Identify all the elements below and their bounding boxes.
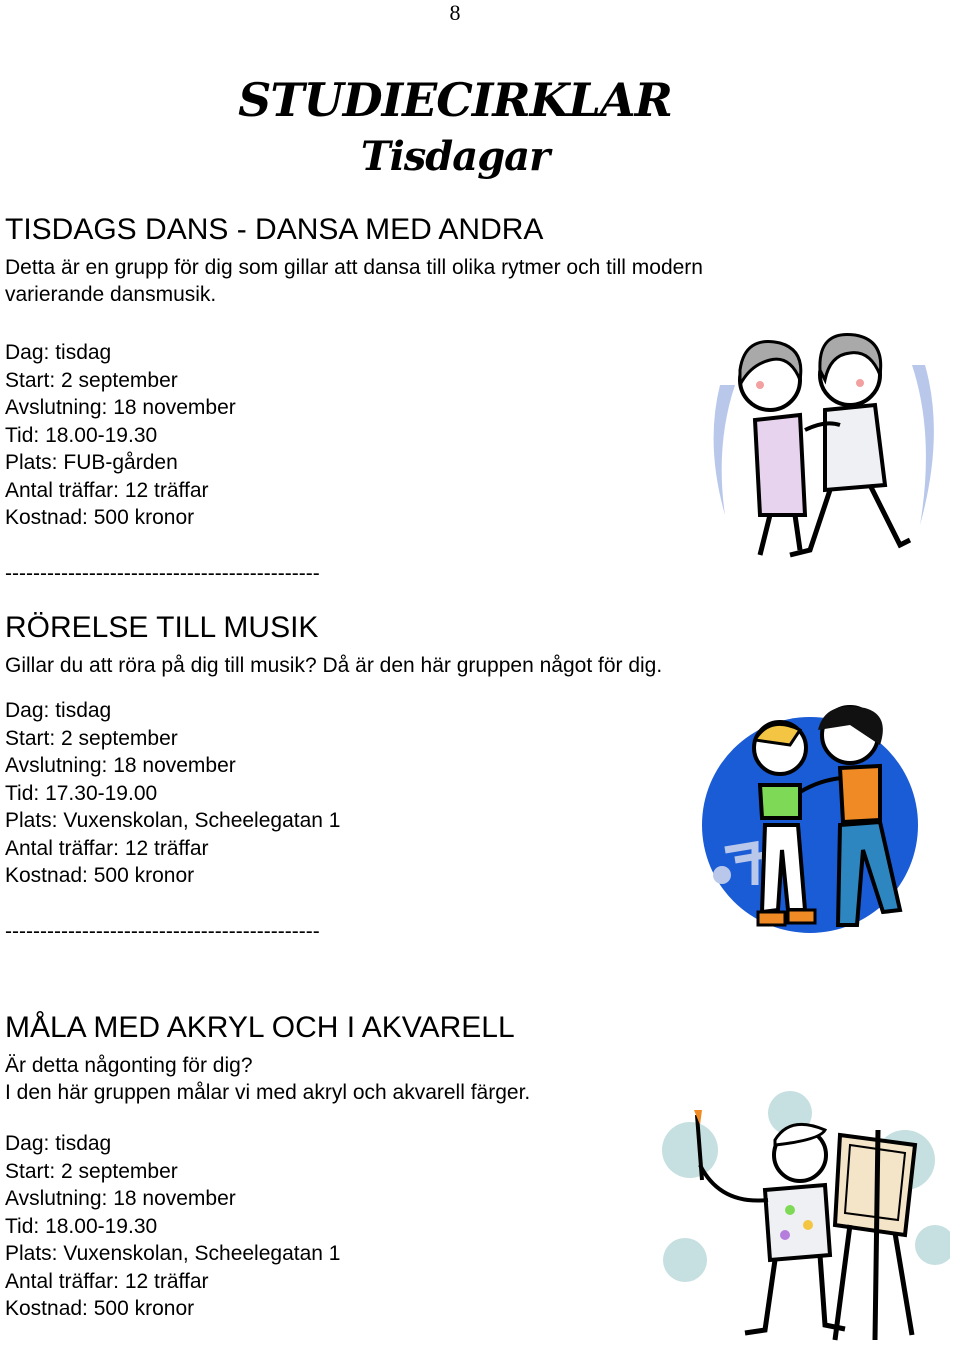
description-line: Gillar du att röra på dig till musik? Då är den här gruppen något för dig. xyxy=(5,654,663,677)
detail-start: Start: 2 september xyxy=(5,726,178,750)
course-details xyxy=(5,339,705,532)
detail-time: Tid: 18.00-19.30 xyxy=(5,423,158,447)
course-description xyxy=(5,254,705,308)
detail-start: Start: 2 september xyxy=(5,1159,178,1183)
detail-day: Dag: tisdag xyxy=(5,341,112,364)
detail-sessions: Antal träffar: 12 träffar xyxy=(5,1269,209,1293)
course-heading: RÖRELSE TILL MUSIK xyxy=(5,611,319,644)
detail-cost: Kostnad: 500 kronor xyxy=(5,864,195,887)
detail-place: Plats: Vuxenskolan, Scheelegatan 1 xyxy=(5,1242,341,1265)
page-subtitle: Tisdagar xyxy=(360,133,550,180)
painter-easel-icon xyxy=(650,1085,950,1345)
page-title: STUDIECIRKLAR xyxy=(238,73,672,127)
detail-day: Dag: tisdag xyxy=(5,1132,112,1155)
description-line: varierande dansmusik. xyxy=(5,283,217,306)
course-heading: TISDAGS DANS - DANSA MED ANDRA xyxy=(5,213,544,246)
detail-time: Tid: 18.00-19.30 xyxy=(5,1214,158,1238)
course-heading: MÅLA MED AKRYL OCH I AKVARELL xyxy=(5,1011,515,1044)
detail-place: Plats: FUB-gården xyxy=(5,451,178,474)
detail-sessions: Antal träffar: 12 träffar xyxy=(5,836,209,860)
detail-end: Avslutning: 18 november xyxy=(5,754,236,777)
course-details xyxy=(5,1130,705,1323)
course-dance xyxy=(5,212,705,587)
detail-time: Tid: 17.30-19.00 xyxy=(5,781,158,805)
course-painting xyxy=(5,1010,705,1323)
page-number: 8 xyxy=(449,0,461,25)
course-description xyxy=(5,1052,705,1106)
dancing-couple-icon xyxy=(700,325,945,565)
detail-cost: Kostnad: 500 kronor xyxy=(5,1297,195,1320)
separator: --------------------------------------------- xyxy=(5,919,320,943)
detail-sessions: Antal träffar: 12 träffar xyxy=(5,478,209,502)
detail-place: Plats: Vuxenskolan, Scheelegatan 1 xyxy=(5,809,341,832)
course-movement xyxy=(5,610,705,945)
course-description xyxy=(5,652,705,679)
detail-end: Avslutning: 18 november xyxy=(5,396,236,419)
detail-start: Start: 2 september xyxy=(5,368,178,392)
music-dance-icon xyxy=(700,700,925,940)
description-line: I den här gruppen målar vi med akryl och akvarell färger. xyxy=(5,1081,531,1104)
detail-cost: Kostnad: 500 kronor xyxy=(5,506,195,529)
description-line: Är detta någonting för dig? xyxy=(5,1054,253,1077)
detail-day: Dag: tisdag xyxy=(5,699,112,722)
description-line: Detta är en grupp för dig som gillar att dansa till olika rytmer och till modern xyxy=(5,256,703,279)
course-details xyxy=(5,697,705,890)
separator: --------------------------------------------- xyxy=(5,561,320,585)
detail-end: Avslutning: 18 november xyxy=(5,1187,236,1210)
